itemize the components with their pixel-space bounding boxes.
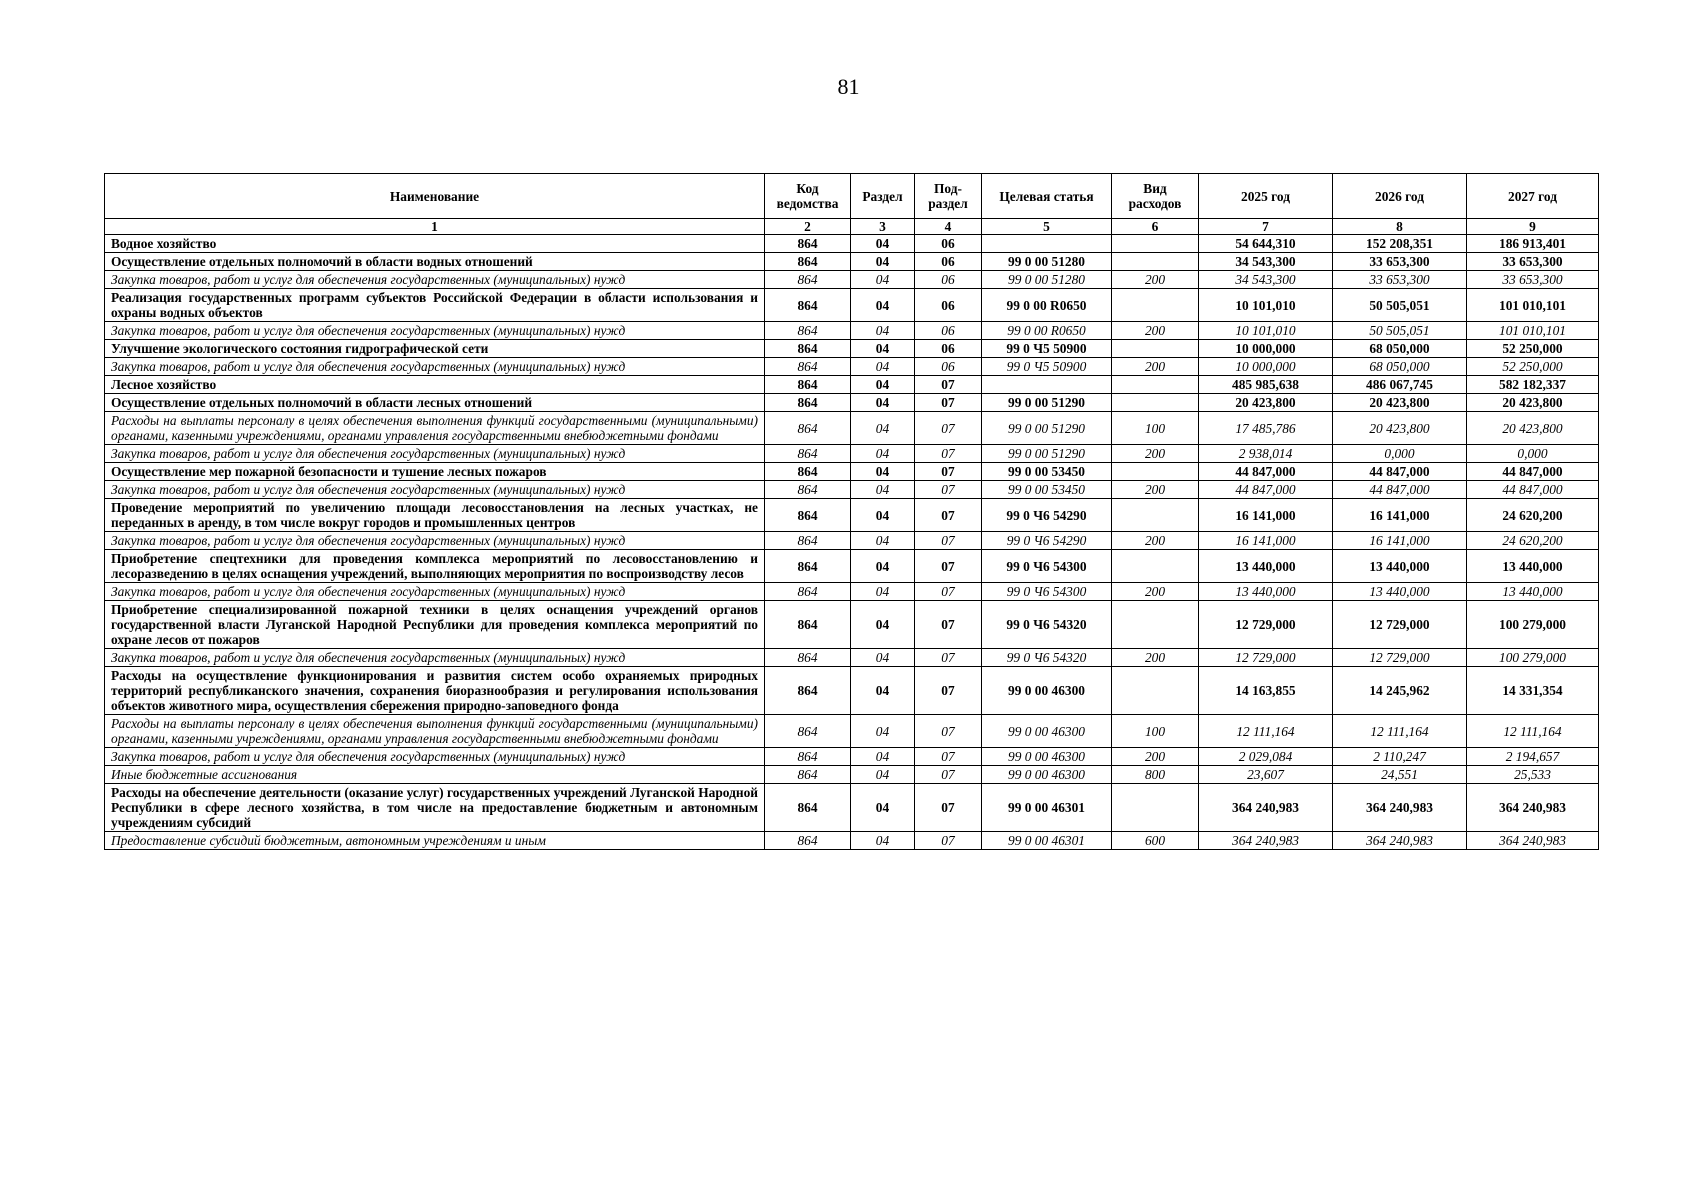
row-value-cell: 864	[765, 358, 851, 376]
row-value-cell: 100	[1112, 412, 1199, 445]
row-value-cell: 99 0 00 46300	[982, 748, 1112, 766]
row-value-cell: 101 010,101	[1467, 322, 1599, 340]
table-row	[105, 583, 1599, 601]
table-row	[105, 412, 1599, 445]
row-value-cell: 04	[851, 235, 915, 253]
row-value-cell: 07	[915, 649, 982, 667]
row-value-cell: 0,000	[1467, 445, 1599, 463]
row-value-cell: 52 250,000	[1467, 358, 1599, 376]
row-value-cell	[1112, 289, 1199, 322]
table-row	[105, 748, 1599, 766]
row-value-cell: 04	[851, 667, 915, 715]
row-value-cell: 200	[1112, 445, 1199, 463]
row-value-cell: 07	[915, 784, 982, 832]
row-value-cell: 2 938,014	[1199, 445, 1333, 463]
row-value-cell: 99 0 00 51280	[982, 253, 1112, 271]
row-value-cell: 99 0 00 53450	[982, 463, 1112, 481]
row-value-cell: 14 245,962	[1333, 667, 1467, 715]
row-name-cell: Осуществление мер пожарной безопасности и тушение лесных пожаров	[105, 463, 765, 481]
row-value-cell: 101 010,101	[1467, 289, 1599, 322]
row-value-cell: 364 240,983	[1333, 832, 1467, 850]
row-value-cell: 04	[851, 766, 915, 784]
row-value-cell: 07	[915, 748, 982, 766]
row-name-cell: Предоставление субсидий бюджетным, автономным учреждениям и иным	[105, 832, 765, 850]
row-value-cell: 68 050,000	[1333, 340, 1467, 358]
row-value-cell: 99 0 00 51280	[982, 271, 1112, 289]
column-number: 2	[765, 219, 851, 235]
column-number: 5	[982, 219, 1112, 235]
budget-table	[104, 173, 1599, 850]
row-value-cell: 364 240,983	[1333, 784, 1467, 832]
column-header: Целевая статья	[982, 174, 1112, 219]
row-value-cell: 99 0 Ч6 54300	[982, 550, 1112, 583]
row-value-cell: 04	[851, 832, 915, 850]
row-value-cell: 04	[851, 322, 915, 340]
row-value-cell: 44 847,000	[1467, 481, 1599, 499]
row-value-cell: 2 029,084	[1199, 748, 1333, 766]
table-row	[105, 271, 1599, 289]
row-value-cell: 200	[1112, 358, 1199, 376]
row-value-cell: 06	[915, 340, 982, 358]
row-value-cell: 200	[1112, 583, 1199, 601]
row-value-cell: 864	[765, 412, 851, 445]
row-value-cell: 99 0 Ч6 54320	[982, 601, 1112, 649]
row-value-cell: 06	[915, 322, 982, 340]
row-value-cell: 07	[915, 376, 982, 394]
row-value-cell: 485 985,638	[1199, 376, 1333, 394]
row-value-cell: 200	[1112, 322, 1199, 340]
row-value-cell: 04	[851, 784, 915, 832]
row-value-cell: 14 163,855	[1199, 667, 1333, 715]
row-value-cell: 68 050,000	[1333, 358, 1467, 376]
row-value-cell: 100 279,000	[1467, 601, 1599, 649]
row-value-cell: 04	[851, 463, 915, 481]
row-value-cell: 16 141,000	[1199, 499, 1333, 532]
row-value-cell: 44 847,000	[1333, 463, 1467, 481]
row-value-cell	[1112, 235, 1199, 253]
row-value-cell: 200	[1112, 649, 1199, 667]
row-value-cell: 864	[765, 784, 851, 832]
table-row	[105, 550, 1599, 583]
row-value-cell: 04	[851, 499, 915, 532]
row-value-cell: 24,551	[1333, 766, 1467, 784]
row-name-cell: Закупка товаров, работ и услуг для обеспечения государственных (муниципальных) нужд	[105, 748, 765, 766]
row-name-cell: Реализация государственных программ субъектов Российской Федерации в области использования и охраны водных объектов	[105, 289, 765, 322]
row-name-cell: Расходы на выплаты персоналу в целях обеспечения выполнения функций государственными (муниципальными) органами, казенными учреждениями, органами управления государственными внебюджетными фондами	[105, 715, 765, 748]
row-value-cell: 04	[851, 649, 915, 667]
row-value-cell: 200	[1112, 748, 1199, 766]
row-name-cell: Проведение мероприятий по увеличению площади лесовосстановления на лесных участках, не переданных в аренду, в том числе вокруг городов и промышленных центров	[105, 499, 765, 532]
row-value-cell: 99 0 Ч6 54320	[982, 649, 1112, 667]
row-value-cell: 200	[1112, 271, 1199, 289]
row-name-cell: Осуществление отдельных полномочий в области лесных отношений	[105, 394, 765, 412]
row-value-cell: 13 440,000	[1333, 583, 1467, 601]
row-value-cell	[982, 235, 1112, 253]
row-value-cell: 07	[915, 412, 982, 445]
table-row	[105, 649, 1599, 667]
row-value-cell: 364 240,983	[1199, 784, 1333, 832]
row-value-cell: 99 0 00 R0650	[982, 322, 1112, 340]
row-value-cell	[1112, 394, 1199, 412]
row-name-cell: Иные бюджетные ассигнования	[105, 766, 765, 784]
table-row	[105, 532, 1599, 550]
table-row	[105, 358, 1599, 376]
row-value-cell: 07	[915, 532, 982, 550]
row-value-cell: 864	[765, 583, 851, 601]
table-row	[105, 601, 1599, 649]
row-name-cell: Лесное хозяйство	[105, 376, 765, 394]
row-value-cell: 364 240,983	[1467, 832, 1599, 850]
row-value-cell: 864	[765, 601, 851, 649]
column-header: Код ведомства	[765, 174, 851, 219]
row-value-cell: 06	[915, 358, 982, 376]
column-number: 3	[851, 219, 915, 235]
column-number: 6	[1112, 219, 1199, 235]
row-value-cell: 04	[851, 358, 915, 376]
row-value-cell: 864	[765, 253, 851, 271]
row-value-cell: 2 194,657	[1467, 748, 1599, 766]
column-header: Под-раздел	[915, 174, 982, 219]
row-value-cell: 04	[851, 394, 915, 412]
row-value-cell: 10 000,000	[1199, 358, 1333, 376]
row-value-cell: 12 111,164	[1467, 715, 1599, 748]
row-value-cell: 99 0 Ч6 54290	[982, 532, 1112, 550]
row-value-cell	[1112, 601, 1199, 649]
row-value-cell: 50 505,051	[1333, 322, 1467, 340]
row-value-cell: 54 644,310	[1199, 235, 1333, 253]
row-value-cell: 04	[851, 271, 915, 289]
row-value-cell: 12 729,000	[1333, 649, 1467, 667]
column-number: 9	[1467, 219, 1599, 235]
column-header: 2026 год	[1333, 174, 1467, 219]
row-value-cell: 800	[1112, 766, 1199, 784]
row-name-cell: Водное хозяйство	[105, 235, 765, 253]
row-value-cell: 99 0 00 R0650	[982, 289, 1112, 322]
row-value-cell: 100 279,000	[1467, 649, 1599, 667]
row-value-cell: 864	[765, 235, 851, 253]
row-value-cell: 07	[915, 481, 982, 499]
row-value-cell: 864	[765, 550, 851, 583]
row-value-cell: 20 423,800	[1333, 394, 1467, 412]
row-value-cell: 864	[765, 463, 851, 481]
row-name-cell: Расходы на выплаты персоналу в целях обеспечения выполнения функций государственными (муниципальными) органами, казенными учреждениями, органами управления государственными внебюджетными фондами	[105, 412, 765, 445]
row-value-cell: 864	[765, 445, 851, 463]
row-value-cell: 864	[765, 766, 851, 784]
table-row	[105, 394, 1599, 412]
row-value-cell: 100	[1112, 715, 1199, 748]
row-value-cell: 44 847,000	[1199, 463, 1333, 481]
table-row	[105, 766, 1599, 784]
row-value-cell	[1112, 340, 1199, 358]
row-value-cell: 04	[851, 340, 915, 358]
row-value-cell: 07	[915, 583, 982, 601]
row-value-cell: 864	[765, 715, 851, 748]
row-value-cell: 10 101,010	[1199, 289, 1333, 322]
row-value-cell: 864	[765, 532, 851, 550]
row-name-cell: Расходы на осуществление функционирования и развития систем особо охраняемых природных территорий республиканского значения, сохранения биоразнообразия и регулирования использования объектов животного мира, осуществления сбережения природно-заповедного фонда	[105, 667, 765, 715]
row-value-cell: 99 0 00 46300	[982, 667, 1112, 715]
row-value-cell: 864	[765, 340, 851, 358]
row-value-cell: 04	[851, 550, 915, 583]
row-value-cell	[1112, 253, 1199, 271]
row-value-cell: 04	[851, 481, 915, 499]
row-name-cell: Расходы на обеспечение деятельности (оказание услуг) государственных учреждений Луганской Народной Республики в сфере лесного хозяйства, в том числе на предоставление бюджетным и автономным учреждениям субсидий	[105, 784, 765, 832]
row-value-cell: 12 111,164	[1199, 715, 1333, 748]
row-value-cell: 20 423,800	[1199, 394, 1333, 412]
table-body	[105, 235, 1599, 850]
row-value-cell: 04	[851, 715, 915, 748]
row-value-cell: 04	[851, 412, 915, 445]
row-value-cell: 12 729,000	[1199, 601, 1333, 649]
table-row	[105, 235, 1599, 253]
table-row	[105, 832, 1599, 850]
row-name-cell: Закупка товаров, работ и услуг для обеспечения государственных (муниципальных) нужд	[105, 322, 765, 340]
row-value-cell: 99 0 00 51290	[982, 394, 1112, 412]
column-header: Наименование	[105, 174, 765, 219]
row-name-cell: Улучшение экологического состояния гидрографической сети	[105, 340, 765, 358]
row-value-cell: 10 101,010	[1199, 322, 1333, 340]
row-name-cell: Приобретение специализированной пожарной техники в целях оснащения учреждений органов государственной власти Луганской Народной Республики для проведения комплекса мероприятий по охране лесов от пожаров	[105, 601, 765, 649]
row-value-cell: 864	[765, 748, 851, 766]
row-value-cell: 864	[765, 376, 851, 394]
row-value-cell: 99 0 00 46301	[982, 832, 1112, 850]
row-value-cell: 07	[915, 550, 982, 583]
table-row	[105, 499, 1599, 532]
table-row	[105, 463, 1599, 481]
row-name-cell: Закупка товаров, работ и услуг для обеспечения государственных (муниципальных) нужд	[105, 583, 765, 601]
row-value-cell: 33 653,300	[1467, 271, 1599, 289]
row-value-cell: 07	[915, 601, 982, 649]
row-value-cell: 364 240,983	[1467, 784, 1599, 832]
row-value-cell	[1112, 784, 1199, 832]
row-value-cell: 364 240,983	[1199, 832, 1333, 850]
row-value-cell: 864	[765, 499, 851, 532]
row-value-cell: 16 141,000	[1333, 499, 1467, 532]
row-name-cell: Закупка товаров, работ и услуг для обеспечения государственных (муниципальных) нужд	[105, 271, 765, 289]
row-value-cell: 99 0 Ч5 50900	[982, 340, 1112, 358]
table-row	[105, 289, 1599, 322]
row-value-cell: 07	[915, 499, 982, 532]
table-row	[105, 253, 1599, 271]
row-value-cell: 13 440,000	[1467, 583, 1599, 601]
row-name-cell: Закупка товаров, работ и услуг для обеспечения государственных (муниципальных) нужд	[105, 532, 765, 550]
row-value-cell: 52 250,000	[1467, 340, 1599, 358]
row-value-cell: 99 0 Ч6 54290	[982, 499, 1112, 532]
table-row	[105, 445, 1599, 463]
row-value-cell: 20 423,800	[1467, 412, 1599, 445]
row-value-cell: 864	[765, 394, 851, 412]
row-value-cell: 07	[915, 667, 982, 715]
column-header: 2025 год	[1199, 174, 1333, 219]
table-row	[105, 481, 1599, 499]
table-row	[105, 340, 1599, 358]
row-value-cell: 99 0 00 53450	[982, 481, 1112, 499]
row-value-cell: 16 141,000	[1333, 532, 1467, 550]
row-value-cell: 12 729,000	[1199, 649, 1333, 667]
row-value-cell: 17 485,786	[1199, 412, 1333, 445]
table-row	[105, 322, 1599, 340]
row-name-cell: Закупка товаров, работ и услуг для обеспечения государственных (муниципальных) нужд	[105, 358, 765, 376]
row-name-cell: Осуществление отдельных полномочий в области водных отношений	[105, 253, 765, 271]
row-value-cell: 200	[1112, 481, 1199, 499]
table-row	[105, 784, 1599, 832]
row-value-cell	[1112, 667, 1199, 715]
row-value-cell: 0,000	[1333, 445, 1467, 463]
row-value-cell: 20 423,800	[1467, 394, 1599, 412]
row-value-cell: 04	[851, 376, 915, 394]
row-value-cell: 864	[765, 271, 851, 289]
row-value-cell: 04	[851, 748, 915, 766]
row-value-cell: 14 331,354	[1467, 667, 1599, 715]
row-value-cell: 50 505,051	[1333, 289, 1467, 322]
row-value-cell: 99 0 00 51290	[982, 445, 1112, 463]
column-header: Раздел	[851, 174, 915, 219]
row-value-cell: 33 653,300	[1467, 253, 1599, 271]
table-row	[105, 376, 1599, 394]
row-value-cell: 99 0 00 51290	[982, 412, 1112, 445]
row-value-cell: 582 182,337	[1467, 376, 1599, 394]
table-row	[105, 667, 1599, 715]
column-header: 2027 год	[1467, 174, 1599, 219]
row-value-cell: 33 653,300	[1333, 253, 1467, 271]
row-value-cell: 13 440,000	[1467, 550, 1599, 583]
row-value-cell: 864	[765, 481, 851, 499]
row-value-cell: 04	[851, 445, 915, 463]
row-value-cell: 20 423,800	[1333, 412, 1467, 445]
column-number: 8	[1333, 219, 1467, 235]
row-value-cell: 864	[765, 649, 851, 667]
row-value-cell: 04	[851, 601, 915, 649]
row-value-cell: 13 440,000	[1333, 550, 1467, 583]
row-value-cell: 06	[915, 271, 982, 289]
row-value-cell: 186 913,401	[1467, 235, 1599, 253]
row-value-cell	[982, 376, 1112, 394]
row-value-cell: 07	[915, 832, 982, 850]
row-value-cell: 07	[915, 394, 982, 412]
row-value-cell: 99 0 00 46300	[982, 715, 1112, 748]
row-value-cell: 04	[851, 583, 915, 601]
row-value-cell: 07	[915, 463, 982, 481]
row-value-cell: 12 729,000	[1333, 601, 1467, 649]
table-row	[105, 715, 1599, 748]
row-value-cell: 34 543,300	[1199, 271, 1333, 289]
row-value-cell: 24 620,200	[1467, 532, 1599, 550]
row-value-cell: 99 0 00 46300	[982, 766, 1112, 784]
row-value-cell: 2 110,247	[1333, 748, 1467, 766]
row-value-cell: 864	[765, 322, 851, 340]
row-value-cell	[1112, 376, 1199, 394]
row-value-cell	[1112, 463, 1199, 481]
row-value-cell: 07	[915, 445, 982, 463]
row-value-cell: 600	[1112, 832, 1199, 850]
row-value-cell: 486 067,745	[1333, 376, 1467, 394]
row-value-cell: 04	[851, 289, 915, 322]
row-value-cell: 06	[915, 289, 982, 322]
row-value-cell: 864	[765, 289, 851, 322]
row-value-cell: 24 620,200	[1467, 499, 1599, 532]
row-name-cell: Закупка товаров, работ и услуг для обеспечения государственных (муниципальных) нужд	[105, 481, 765, 499]
row-value-cell: 864	[765, 832, 851, 850]
row-name-cell: Закупка товаров, работ и услуг для обеспечения государственных (муниципальных) нужд	[105, 649, 765, 667]
column-number-row	[105, 219, 1599, 235]
column-number: 7	[1199, 219, 1333, 235]
row-value-cell: 06	[915, 235, 982, 253]
row-value-cell: 34 543,300	[1199, 253, 1333, 271]
row-value-cell: 13 440,000	[1199, 550, 1333, 583]
row-value-cell: 864	[765, 667, 851, 715]
row-value-cell	[1112, 499, 1199, 532]
row-value-cell: 25,533	[1467, 766, 1599, 784]
row-name-cell: Приобретение спецтехники для проведения комплекса мероприятий по лесовосстановлению и лесоразведению в целях оснащения учреждений, выполняющих мероприятия по воспроизводству лесов	[105, 550, 765, 583]
row-value-cell: 10 000,000	[1199, 340, 1333, 358]
table-header-row	[105, 174, 1599, 219]
row-value-cell: 99 0 Ч6 54300	[982, 583, 1112, 601]
row-value-cell: 152 208,351	[1333, 235, 1467, 253]
column-header: Вид расходов	[1112, 174, 1199, 219]
row-value-cell: 44 847,000	[1199, 481, 1333, 499]
row-value-cell: 04	[851, 532, 915, 550]
row-value-cell: 04	[851, 253, 915, 271]
row-name-cell: Закупка товаров, работ и услуг для обеспечения государственных (муниципальных) нужд	[105, 445, 765, 463]
page-number: 81	[837, 74, 860, 99]
row-value-cell: 07	[915, 766, 982, 784]
column-number: 4	[915, 219, 982, 235]
row-value-cell: 16 141,000	[1199, 532, 1333, 550]
row-value-cell: 13 440,000	[1199, 583, 1333, 601]
row-value-cell: 06	[915, 253, 982, 271]
row-value-cell: 44 847,000	[1333, 481, 1467, 499]
row-value-cell: 200	[1112, 532, 1199, 550]
row-value-cell: 99 0 00 46301	[982, 784, 1112, 832]
row-value-cell: 99 0 Ч5 50900	[982, 358, 1112, 376]
row-value-cell: 12 111,164	[1333, 715, 1467, 748]
row-value-cell	[1112, 550, 1199, 583]
row-value-cell: 44 847,000	[1467, 463, 1599, 481]
row-value-cell: 33 653,300	[1333, 271, 1467, 289]
row-value-cell: 07	[915, 715, 982, 748]
column-number: 1	[105, 219, 765, 235]
row-value-cell: 23,607	[1199, 766, 1333, 784]
